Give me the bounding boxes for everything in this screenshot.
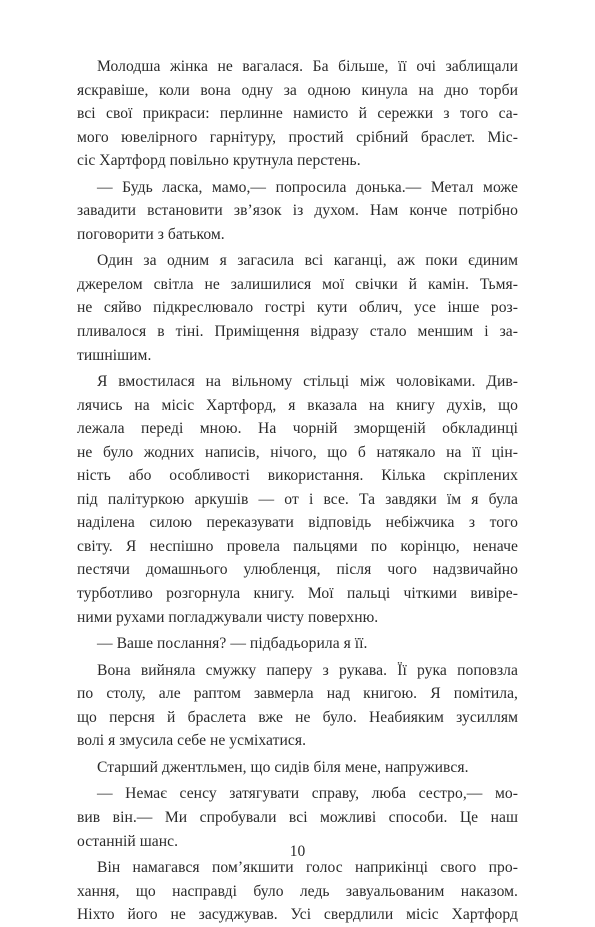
- text-line: під палітуркою аркушів — от і все. Та завдяки їм я була: [77, 490, 518, 508]
- page-number: 10: [289, 843, 306, 860]
- text-line: Ніхто його не засуджував. Усі свердлили місіс Хартфорд: [77, 906, 518, 924]
- text-line: яскравіше, коли вона одну за одною кинула на дно торби: [77, 81, 518, 99]
- paragraph: [77, 249, 518, 367]
- text-line: завадити встановити зв’язок із духом. Нам конче потрібно: [77, 202, 518, 220]
- paragraph: [77, 632, 518, 656]
- text-line: — Ваше послання? — підбадьорила я її.: [97, 635, 368, 653]
- text-line: лячись на місіс Хартфорд, я вказала на книгу духів, що: [77, 396, 518, 414]
- text-line: ними рухами погладжували чисту поверхню.: [77, 608, 379, 626]
- text-line: сіс Хартфорд повільно крутнула перстень.: [77, 152, 361, 170]
- text-line: хання, що насправді було ледь завуальованим наказом.: [77, 882, 518, 900]
- text-line: вив він.— Ми спробували всі можливі способи. Це наш: [77, 808, 518, 826]
- text-line: тишнішим.: [77, 346, 152, 364]
- text-line: світу. Я неспішно провела пальцями по корінцю, неначе: [77, 537, 518, 555]
- paragraph: [77, 659, 518, 753]
- text-line: — Немає сенсу затягувати справу, люба сестро,— мо-: [97, 785, 518, 803]
- text-line: Вона вийняла смужку паперу з рукава. Її рука поповзла: [97, 661, 518, 679]
- text-line: лежала переді мною. На чорній зморщеній обкладинці: [77, 420, 518, 438]
- text-line: пестячи домашнього улюбленця, після чого надзвичайно: [77, 561, 518, 579]
- paragraph: [77, 55, 518, 173]
- text-line: Один за одним я загасила всі каганці, аж поки єдиним: [97, 252, 518, 270]
- text-line: джерелом світла не залишилися мої свічки й камін. Тьмя-: [77, 275, 518, 293]
- text-line: по столу, але раптом завмерла над книгою. Я помітила,: [77, 685, 518, 703]
- text-line: Я вмостилася на вільному стільці між чоловіками. Див-: [97, 373, 518, 391]
- paragraph: [77, 756, 518, 780]
- text-line: турботливо розгорнула книгу. Мої пальці чіткими вивіре-: [77, 585, 518, 603]
- text-line: не сяйво підкреслювало гострі кути облич, усе інше роз-: [77, 299, 518, 317]
- text-line: мого ювелірного гарнітуру, простий срібний браслет. Міс-: [77, 128, 518, 146]
- paragraph: [77, 370, 518, 629]
- paragraph: [77, 856, 518, 927]
- text-line: Старший джентльмен, що сидів біля мене, напружився.: [97, 758, 469, 776]
- text-line: Молодша жінка не вагалася. Ба більше, її очі заблищали: [97, 58, 518, 75]
- text-line: волі я змусила себе не усміхатися.: [77, 732, 307, 750]
- text-line: Він намагався пом’якшити голос наприкінці свого про-: [97, 859, 518, 877]
- text-line: поговорити з батьком.: [77, 225, 225, 243]
- text-line: останній шанс.: [77, 832, 179, 850]
- book-page-text: [77, 55, 518, 927]
- text-line: — Будь ласка, мамо,— попросила донька.— Метал може: [97, 178, 518, 196]
- text-line: не було жодних написів, нічого, що б натякало на її цін-: [77, 443, 518, 461]
- text-line: ність або особливості використання. Кілька скріплених: [77, 467, 518, 485]
- text-line: що персня й браслета вже не було. Неабияким зусиллям: [77, 708, 518, 726]
- paragraph: [77, 176, 518, 247]
- text-line: наділена силою переказувати відповідь небіжчика з того: [77, 514, 518, 532]
- text-line: пливалося в тіні. Приміщення відразу стало меншим і за-: [77, 323, 518, 341]
- text-line: всі свої прикраси: перлинне намисто й сережки з того са-: [77, 105, 518, 123]
